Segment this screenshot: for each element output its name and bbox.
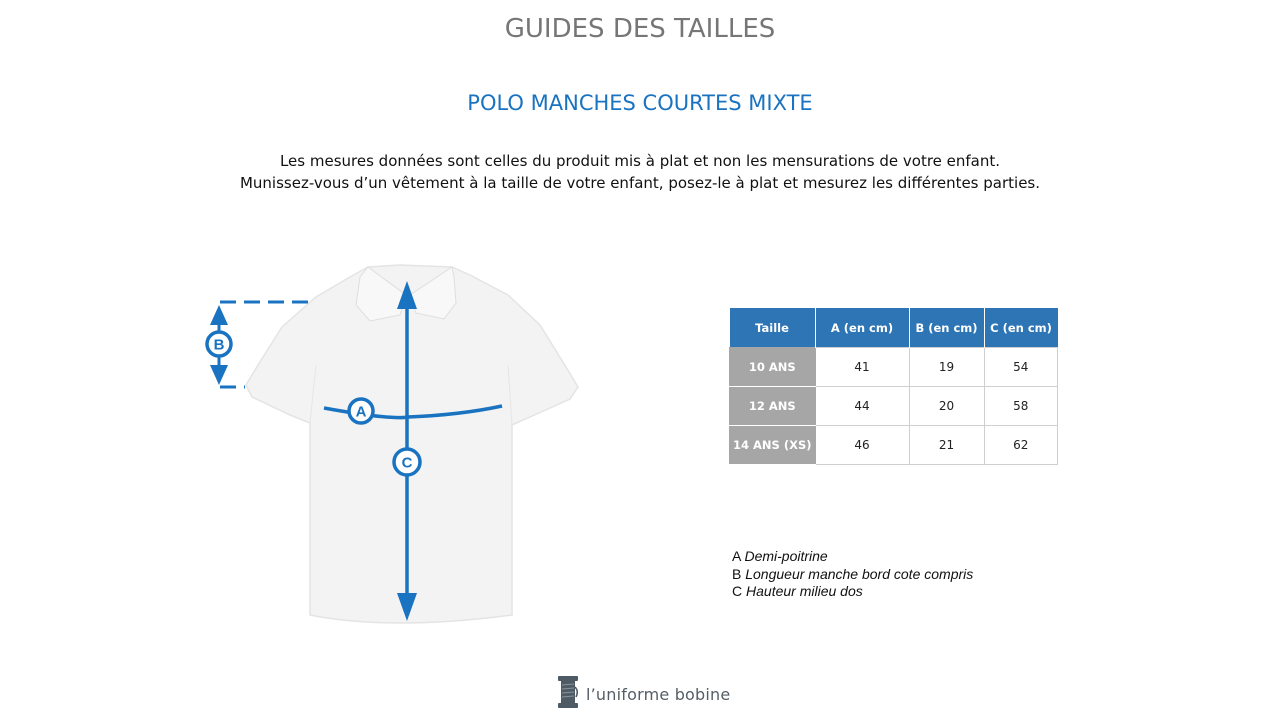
column-header: B (en cm)	[909, 308, 984, 348]
intro-line: Munissez-vous d’un vêtement à la taille de votre enfant, posez-le à plat et mesurez les différentes parties.	[239, 174, 1041, 192]
legend-letter: C	[732, 583, 743, 599]
column-header: A (en cm)	[815, 308, 909, 348]
table-row	[730, 348, 1058, 387]
size-cell: 14 ANS (XS)	[730, 426, 816, 465]
legend-item	[732, 548, 973, 566]
marker-c-label: C	[401, 454, 413, 472]
value-cell-b: 20	[909, 387, 984, 426]
value-cell-a: 46	[815, 426, 909, 465]
intro-text	[0, 150, 1280, 194]
measurement-legend	[732, 548, 973, 601]
marker-b-label: B	[213, 336, 225, 354]
polo-shirt-illustration	[246, 265, 578, 623]
brand-name: l’uniforme bobine	[586, 684, 731, 704]
legend-letter: A	[732, 548, 741, 564]
column-header: C (en cm)	[984, 308, 1058, 348]
brand-logo	[556, 676, 730, 712]
thread-spool-icon	[556, 675, 580, 714]
marker-a-label: A	[355, 403, 367, 421]
value-cell-c: 62	[984, 426, 1058, 465]
table-header-row	[730, 308, 1058, 348]
value-cell-a: 44	[815, 387, 909, 426]
legend-item	[732, 566, 973, 584]
size-table	[729, 308, 1058, 465]
value-cell-a: 41	[815, 348, 909, 387]
intro-line: Les mesures données sont celles du produit mis à plat et non les mensurations de votre enfant.	[279, 152, 1001, 170]
legend-description: Hauteur milieu dos	[746, 583, 863, 599]
legend-item	[732, 583, 973, 601]
legend-description: Demi-poitrine	[744, 548, 828, 564]
value-cell-b: 21	[909, 426, 984, 465]
size-cell: 12 ANS	[730, 387, 816, 426]
size-cell: 10 ANS	[730, 348, 816, 387]
product-title: POLO MANCHES COURTES MIXTE	[467, 91, 813, 115]
polo-measurement-diagram	[190, 255, 590, 635]
legend-letter: B	[732, 565, 742, 582]
legend-description: Longueur manche bord cote compris	[745, 565, 974, 582]
column-header: Taille	[730, 308, 816, 348]
page-title: GUIDES DES TAILLES	[504, 14, 776, 44]
table-row	[730, 387, 1058, 426]
value-cell-c: 54	[984, 348, 1058, 387]
value-cell-c: 58	[984, 387, 1058, 426]
value-cell-b: 19	[909, 348, 984, 387]
table-row	[730, 426, 1058, 465]
